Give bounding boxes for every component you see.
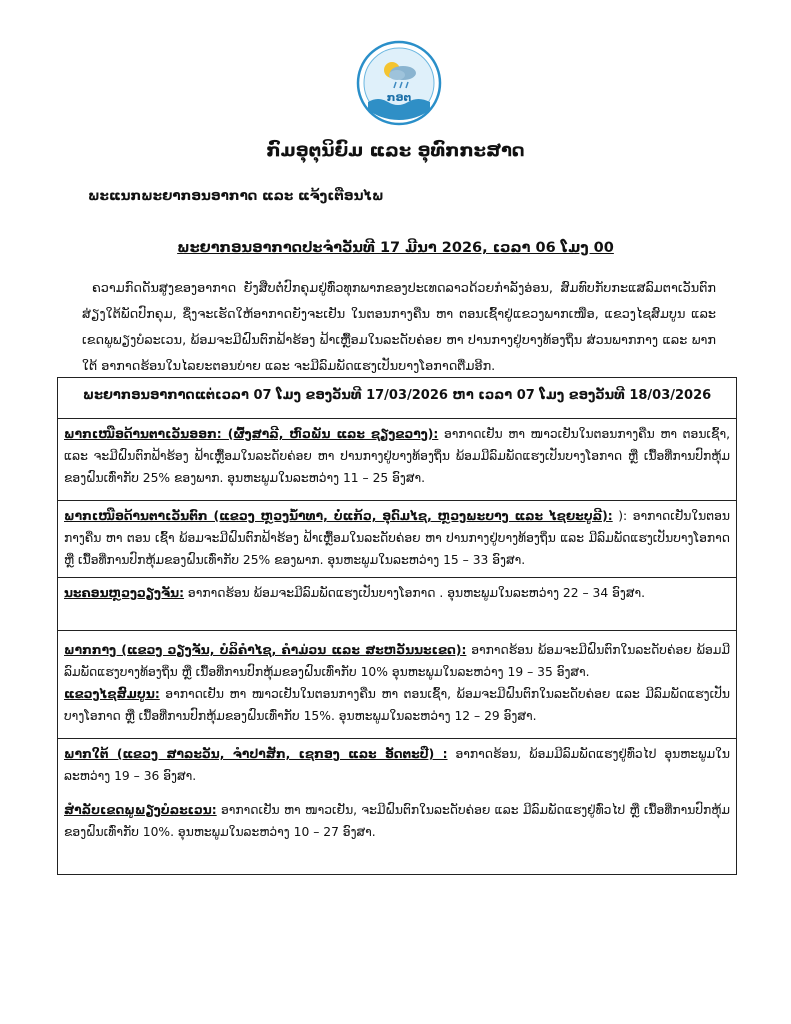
region-forecast: ອາກາດຮ້ອນ, ພ້ອມມີລົມພັດແຮງຢູ່ທົ່ວໄປ ອຸນຫະພູມໃນລະຫວ່າງ 19 – 36 ອົງສາ. xyxy=(64,747,730,783)
subregion-label: ສຳລັບເຂດພູພຽງບໍລະເວນ: xyxy=(64,803,217,817)
table-row xyxy=(58,739,736,875)
region-forecast: ອາກາດຮ້ອນ ພ້ອມຈະມີຝົນຕົກໃນລະດັບຄ່ອຍ ພ້ອມມີລົມພັດແຮງບາງທ້ອງຖິ່ນ ຫຼື ເນື້ອທີ່ການປົກຫຸ້ມຂອງຝົນເທົ່າກັບ 10% ອຸນຫະພູມໃນລະຫວ່າງ 19 – 35 ອົງສາ. xyxy=(64,643,730,679)
table-row xyxy=(58,419,736,501)
subregion-forecast: ອາກາດເຢັນ ຫາ ໜາວເຢັນ, ຈະມີຝົນຕົກໃນລະດັບຄ່ອຍ ແລະ ມີລົມພັດແຮງຢູ່ທົ່ວໄປ ຫຼື ເນື້ອທີ່ການປົກຫຸ້ມຂອງຝົນເທົ່າກັບ 10%. ອຸນຫະພູມໃນລະຫວ່າງ 10 – 27 ອົງສາ. xyxy=(64,803,730,839)
region-label: ພາກໃຕ້ (ແຂວງ ສາລະວັນ, ຈຳປາສັກ, ເຊກອງ ແລະ ອັດຕະປື) : xyxy=(64,747,448,761)
table-row xyxy=(58,578,736,631)
logo-text: ກອຕ xyxy=(386,91,412,104)
subregion-label: ແຂວງໄຊສົມບູນ: xyxy=(64,687,160,701)
forecast-title: ພະຍາກອນອາກາດປະຈຳວັນທີ 17 ມີນາ 2026, ເວລາ 06 ໂມງ 00 xyxy=(177,240,614,256)
table-row xyxy=(58,631,736,739)
region-label: ພາກເໜືອດ້ານຕາເວັນຕົກ (ແຂວງ ຫຼວງນ້ຳທາ, ບໍ່ແກ້ວ, ອຸດົມໄຊ, ຫຼວງພະບາງ ແລະ ໄຊຍະບູລີ): xyxy=(64,509,613,523)
region-forecast: ອາກາດເຢັນ ຫາ ໜາວເຢັນໃນຕອນກາງຄືນ ຫາ ຕອນເຊົ້າ, ແລະ ຈະມີຝົນຕົກຟ້າຮ້ອງ ຟ້າເຫຼື້ອມໃນລະດັບຄ່ອຍ ຫາ ປານກາງຢູ່ບາງທ້ອງຖິ່ນ ພ້ອມມີລົມພັດແຮງເປັນບາງໂອກາດ ຫຼື ເນື້ອທີ່ການປົກຫຸ້ມຂອງຝົນເທົ່າກັບ 25% ຂອງພາກ. ອຸນຫະພູມໃນລະຫວ່າງ 11 – 25 ອົງສາ. xyxy=(64,427,730,485)
forecast-table-header: ພະຍາກອນອາກາດແຕ່ເວລາ 07 ໂມງ ຂອງວັນທີ 17/03/2026 ຫາ ເວລາ 07 ໂມງ ຂອງວັນທີ 18/03/2026 xyxy=(58,378,736,419)
region-forecast: ອາກາດຮ້ອນ ພ້ອມຈະມີລົມພັດແຮງເປັນບາງໂອກາດ . ອຸນຫະພູມໃນລະຫວ່າງ 22 – 34 ອົງສາ. xyxy=(184,586,646,600)
subregion-forecast: ອາກາດເຢັນ ຫາ ໜາວເຢັນໃນຕອນກາງຄືນ ຫາ ຕອນເຊົ້າ, ພ້ອມຈະມີຝົນຕົກໃນລະດັບຄ່ອຍ ແລະ ມີລົມພັດແຮງເປັນບາງໂອກາດ ຫຼື ເນື້ອທີ່ການປົກຫຸ້ມຂອງຝົນເທົ່າກັບ 15%. ອຸນຫະພູມໃນລະຫວ່າງ 12 – 29 ອົງສາ. xyxy=(64,687,730,723)
region-label: ພາກກາງ (ແຂວງ ວຽງຈັນ, ບໍລິຄຳໄຊ, ຄຳມ່ວນ ແລະ ສະຫວັນນະເຂດ): xyxy=(64,643,467,657)
division-name: ພະແນກພະຍາກອນອາກາດ ແລະ ແຈ້ງເຕືອນໄພ xyxy=(88,188,384,204)
region-label: ນະຄອນຫຼວງວຽງຈັນ: xyxy=(64,586,185,600)
forecast-table xyxy=(57,377,737,875)
table-row xyxy=(58,501,736,578)
department-logo xyxy=(356,40,442,126)
region-forecast: ): ອາກາດເຢັນໃນຕອນກາງຄືນ ຫາ ຕອນ ເຊົ້າ ພ້ອມຈະມີຝົນຕົກຟ້າຮ້ອງ ຟ້າເຫຼື້ອມໃນລະດັບຄ່ອຍ ຫາ ປານກາງຢູ່ບາງທ້ອງຖິ່ນ ແລະ ມີລົມພັດແຮງເປັນບາງໂອກາດ ຫຼື ເນື້ອທີ່ການປົກຫຸ້ມຂອງຝົນເທົ່າກັບ 25% ຂອງພາກ. ອຸນຫະພູມໃນລະຫວ່າງ 15 – 33 ອົງສາ. xyxy=(64,509,730,567)
intro-paragraph: ຄວາມກົດດັນສູງຂອງອາກາດ ຍັງສືບຕໍ່ປົກຄຸມຢູ່ທົ່ວທຸກພາກຂອງປະເທດລາວດ້ວຍກຳລັງອ່ອນ, ສົມທົບກັບກະແສລົມຕາເວັນຕົກສ່ຽງໃຕ້ພັດປົກຄຸມ, ຊຶ່ງຈະເຮັດໃຫ້ອາກາດຍັງຈະເຢັນ ໃນຕອນກາງຄືນ ຫາ ຕອນເຊົ້າຢູ່ແຂວງພາກເໜືອ, ແຂວງໄຊສົມບູນ ແລະ ເຂດພູພຽງບໍລະເວນ, ພ້ອມຈະມີຝົນຕົກຟ້າຮ້ອງ ຟ້າເຫຼື້ອມໃນລະດັບຄ່ອຍ ຫາ ປານກາງຢູ່ບາງທ້ອງຖິ່ນ ສ່ວນພາກກາງ ແລະ ພາກໃຕ້ ອາກາດຮ້ອນໃນໄລຍະຕອນບ່າຍ ແລະ ຈະມີລົມພັດແຮງເປັນບາງໂອກາດຕື່ມອີກ. xyxy=(82,280,716,374)
department-title: ກົມອຸຕຸນິຍົມ ແລະ ອຸທົກກະສາດ xyxy=(266,140,525,161)
region-label: ພາກເໜືອດ້ານຕາເວັນອອກ: (ຜົ້ງສາລີ, ຫົວພັນ ແລະ ຊຽງຂວາງ): xyxy=(64,427,439,441)
